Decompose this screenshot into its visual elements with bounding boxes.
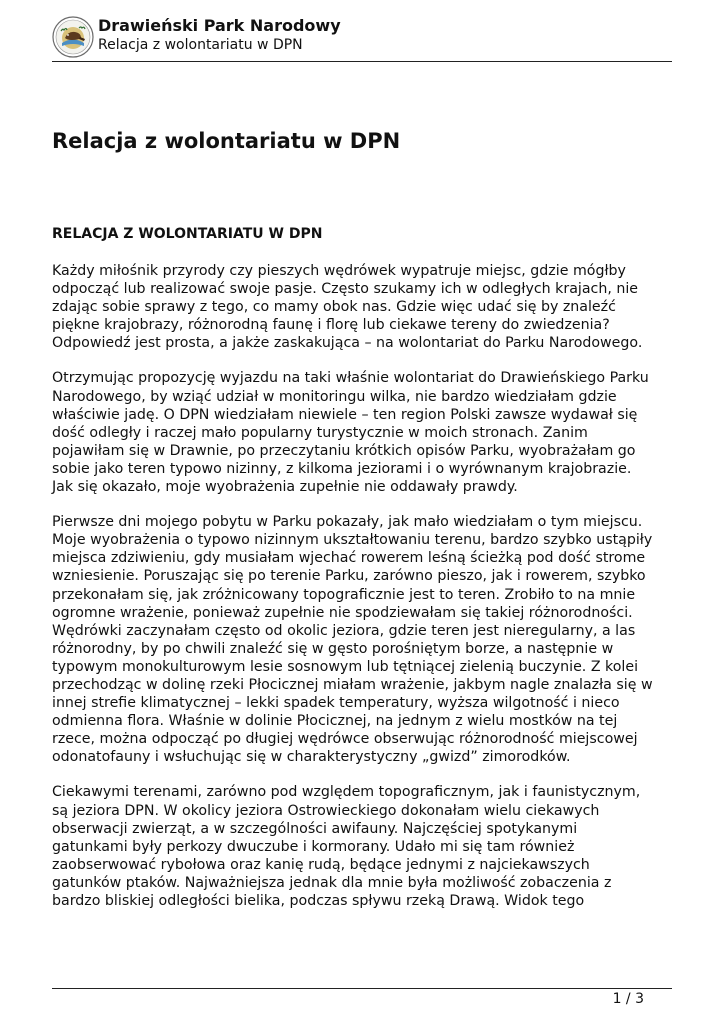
text-line: innej strefie klimatycznej – lekki spadek temperatury, wyższa wilgotność i nieco	[52, 695, 620, 712]
article-paragraph	[52, 369, 674, 496]
text-line: Każdy miłośnik przyrody czy pieszych wędrówek wypatruje miejsc, gdzie mógłby	[52, 263, 626, 279]
text-line: różnorodny, by po chwili znaleźć się w gęsto porośniętym borze, a następnie w	[52, 640, 614, 657]
text-line: Narodowego, by wziąć udział w monitoringu wilka, nie bardzo wiedziałam gdzie	[52, 388, 617, 405]
text-line: miejsca zdziwieniu, gdy musiałam wjechać rowerem leśną ścieżką pod dość strome	[52, 550, 646, 567]
article-heading: RELACJA Z WOLONTARIATU W DPN	[52, 226, 323, 242]
text-line: są jeziora DPN. W okolicy jeziora Ostrowieckiego dokonałam wielu ciekawych	[52, 802, 600, 819]
text-line: zaobserwować rybołowa oraz kanię rudą, będące jednymi z najciekawszych	[52, 856, 590, 873]
text-line: sobie jako teren typowo nizinny, z kilkoma jeziorami i o wyrównanym krajobrazie.	[52, 460, 632, 477]
text-line: wzniesienie. Poruszając się po terenie Parku, zarówno pieszo, jak i rowerem, szybko	[52, 568, 646, 585]
page-title: Relacja z wolontariatu w DPN	[52, 129, 401, 153]
text-line: bardzo bliskiej odległości bielika, podczas spływu rzeką Drawą. Widok tego	[52, 893, 585, 909]
page-indicator: 1 / 3	[612, 991, 644, 1007]
article-paragraph	[52, 513, 674, 766]
article-paragraph	[52, 262, 674, 352]
text-line: typowym monokulturowym lesie sosnowym lub tętniącej zielenią buczynie. Z kolei	[52, 658, 639, 675]
document-header	[52, 14, 672, 62]
header-divider	[52, 61, 672, 62]
text-line: właściwie jadę. O DPN wiedziałam niewiele – ten region Polski zawsze wydawał się	[52, 406, 638, 423]
text-line: ogromne wrażenie, ponieważ zupełnie nie spodziewałam się takiej różnorodności.	[52, 604, 633, 621]
text-line: gatunkami były perkozy dwuczube i kormorany. Udało mi się tam również	[52, 838, 575, 855]
text-line: obserwacji zwierząt, a w szczególności awifauny. Najczęściej spotykanymi	[52, 820, 578, 837]
text-line: Jak się okazało, moje wyobrażenia zupełnie nie oddawały prawdy.	[52, 479, 518, 496]
article-body	[52, 224, 674, 927]
text-line: Moje wyobrażenia o typowo nizinnym ukształtowaniu terenu, bardzo szybko ustąpiły	[52, 532, 653, 549]
site-name: Drawieński Park Narodowy	[98, 16, 341, 35]
text-line: przekonałam się, jak zróżnicowany topograficznie jest to teren. Zrobiło to na mnie	[52, 586, 636, 603]
text-line: odpocząć lub realizować swoje pasje. Często szukamy ich w odległych krajach, nie	[52, 281, 639, 298]
text-line: odmienna flora. Właśnie w dolinie Płocicznej, na jednym z wielu mostków na tej	[52, 713, 618, 730]
site-subtitle: Relacja z wolontariatu w DPN	[98, 37, 303, 53]
header-text	[98, 16, 341, 54]
text-line: pojawiłam się w Drawnie, po przeczytaniu krótkich opisów Parku, wyobrażałam go	[52, 442, 636, 459]
text-line: Wędrówki zaczynałam często od okolic jeziora, gdzie teren jest nieregularny, a las	[52, 622, 636, 639]
footer-divider	[52, 988, 672, 989]
text-line: Pierwsze dni mojego pobytu w Parku pokazały, jak mało wiedziałam o tym miejscu.	[52, 514, 643, 531]
article-paragraph	[52, 783, 674, 910]
text-line: rzece, można odpocząć po długiej wędrówce obserwując różnorodność miejscowej	[52, 731, 638, 748]
text-line: zdając sobie sprawy z tego, co mamy obok nas. Gdzie więc udać się by znaleźć	[52, 299, 616, 316]
text-line: przechodząc w dolinę rzeki Płocicznej miałam wrażenie, jakbym nagle znalazła się w	[52, 676, 653, 693]
text-line: dość odległy i raczej mało popularny turystycznie w moich stronach. Zanim	[52, 424, 588, 441]
text-line: Ciekawymi terenami, zarówno pod względem topograficznym, jak i faunistycznym,	[52, 784, 641, 801]
text-line: Otrzymując propozycję wyjazdu na taki właśnie wolontariat do Drawieńskiego Parku	[52, 370, 649, 387]
park-logo-beaver-icon	[52, 16, 94, 58]
text-line: Odpowiedź jest prosta, a jakże zaskakująca – na wolontariat do Parku Narodowego.	[52, 335, 643, 352]
text-line: piękne krajobrazy, różnorodną faunę i florę lub ciekawe tereny do zwiedzenia?	[52, 317, 610, 334]
text-line: gatunków ptaków. Najważniejsza jednak dla mnie była możliwość zobaczenia z	[52, 874, 612, 891]
text-line: odonatofauny i wsłuchując się w charakterystyczny „gwizd” zimorodków.	[52, 749, 571, 766]
